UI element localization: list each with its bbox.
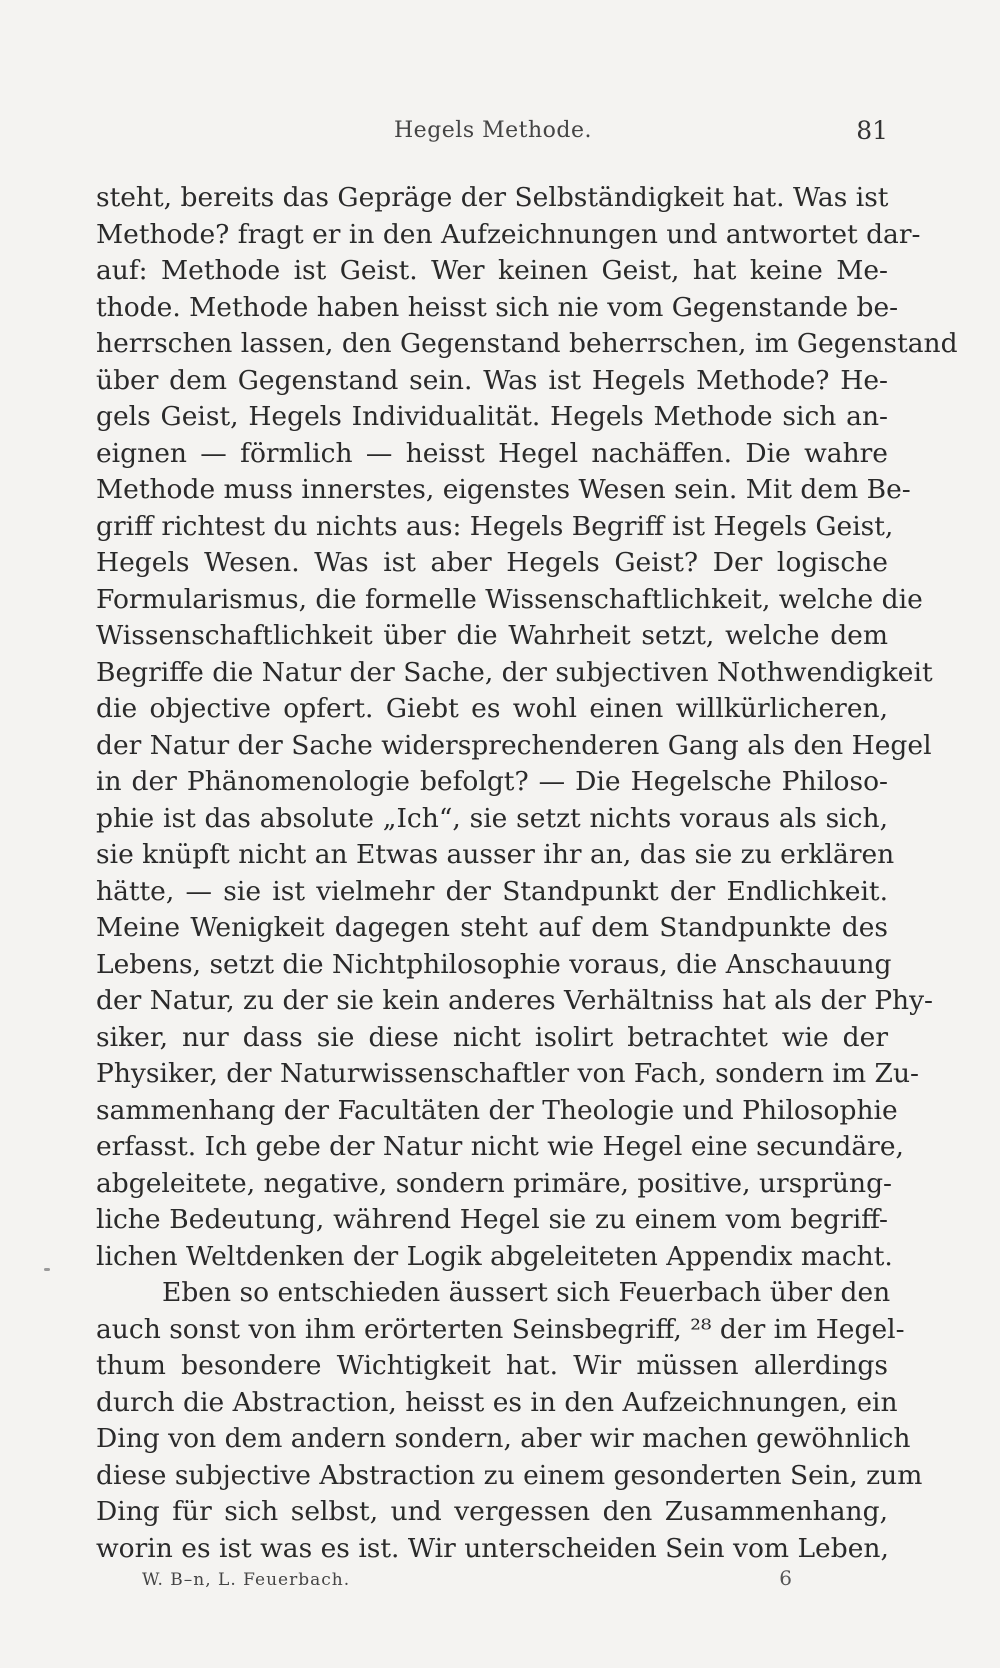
text-line: auf: Methode ist Geist. Wer keinen Geist, hat keine Me- bbox=[96, 255, 888, 286]
text-line: Methode? fragt er in den Aufzeichnungen und antwortet dar- bbox=[96, 218, 921, 250]
text-line: über dem Gegenstand sein. Was ist Hegels Methode? He- bbox=[96, 364, 888, 396]
text-line: erfasst. Ich gebe der Natur nicht wie Hegel eine secundäre, bbox=[96, 1131, 904, 1162]
text-line: phie ist das absolute „Ich“, sie setzt nichts voraus als sich, bbox=[96, 802, 888, 834]
text-line: liche Bedeutung, während Hegel sie zu einem vom begriff- bbox=[96, 1204, 888, 1235]
ink-speck bbox=[44, 1268, 50, 1271]
page-number: 81 bbox=[856, 116, 888, 145]
text-line: steht, bereits das Gepräge der Selbständigkeit hat. Was ist bbox=[96, 182, 889, 213]
text-line: Meine Wenigkeit dagegen steht auf dem Standpunkte des bbox=[96, 912, 888, 943]
text-line: worin es ist was es ist. Wir unterscheiden Sein vom Leben, bbox=[96, 1532, 889, 1564]
text-line: sie knüpft nicht an Etwas ausser ihr an, das sie zu erklären bbox=[96, 839, 895, 870]
text-line: der Natur der Sache widersprechenderen Gang als den Hegel bbox=[96, 729, 932, 761]
text-line: durch die Abstraction, heisst es in den Aufzeichnungen, ein bbox=[96, 1386, 898, 1418]
text-line: griff richtest du nichts aus: Hegels Begriff ist Hegels Geist, bbox=[96, 510, 894, 542]
text-line: eignen — förmlich — heisst Hegel nachäffen. Die wahre bbox=[96, 437, 888, 469]
signature-number: 6 bbox=[779, 1566, 792, 1590]
text-line: in der Phänomenologie befolgt? — Die Hegelsche Philoso- bbox=[96, 766, 888, 797]
text-line: thum besondere Wichtigkeit hat. Wir müssen allerdings bbox=[96, 1350, 888, 1381]
text-line: gels Geist, Hegels Individualität. Hegels Methode sich an- bbox=[96, 401, 888, 432]
text-line: Ding von dem andern sondern, aber wir machen gewöhnlich bbox=[96, 1423, 911, 1454]
text-line: die objective opfert. Giebt es wohl einen willkürlicheren, bbox=[96, 693, 888, 724]
text-line: thode. Methode haben heisst sich nie vom Gegenstande be- bbox=[96, 291, 899, 323]
text-line: Wissenschaftlichkeit über die Wahrheit setzt, welche dem bbox=[96, 620, 888, 651]
text-line: Physiker, der Naturwissenschaftler von Fach, sondern im Zu- bbox=[96, 1058, 919, 1089]
text-line: Lebens, setzt die Nichtphilosophie voraus, die Anschauung bbox=[96, 948, 892, 980]
text-line: Methode muss innerstes, eigenstes Wesen sein. Mit dem Be- bbox=[96, 474, 911, 505]
text-line: sammenhang der Facultäten der Theologie und Philosophie bbox=[96, 1094, 898, 1126]
signature-footer bbox=[142, 1566, 792, 1598]
text-line: hätte, — sie ist vielmehr der Standpunkt der Endlichkeit. bbox=[96, 875, 888, 907]
text-line: abgeleitete, negative, sondern primäre, positive, ursprüng- bbox=[96, 1167, 892, 1199]
text-line: Begriffe die Natur der Sache, der subjectiven Nothwendigkeit bbox=[96, 656, 933, 688]
signature-mark: W. B–n, L. Feuerbach. bbox=[142, 1570, 351, 1590]
text-line: der Natur, zu der sie kein anderes Verhältniss hat als der Phy- bbox=[96, 985, 934, 1016]
text-line: siker, nur dass sie diese nicht isolirt betrachtet wie der bbox=[96, 1021, 888, 1053]
paragraph-end-line: lichen Weltdenken der Logik abgeleiteten Appendix macht. bbox=[96, 1240, 893, 1272]
text-line: auch sonst von ihm erörterten Seinsbegriff, ²⁸ der im Hegel- bbox=[96, 1313, 905, 1345]
paragraph-start-line: Eben so entschieden äussert sich Feuerbach über den bbox=[162, 1277, 891, 1308]
text-line: Ding für sich selbst, und vergessen den Zusammenhang, bbox=[96, 1496, 888, 1527]
text-line: Formularismus, die formelle Wissenschaftlichkeit, welche die bbox=[96, 583, 923, 615]
text-line: Hegels Wesen. Was ist aber Hegels Geist? Der logische bbox=[96, 547, 888, 578]
body-text bbox=[96, 180, 958, 1567]
text-line: herrschen lassen, den Gegenstand beherrschen, im Gegenstand bbox=[96, 328, 958, 359]
running-head bbox=[98, 118, 888, 152]
text-line: diese subjective Abstraction zu einem gesonderten Sein, zum bbox=[96, 1459, 923, 1491]
running-title: Hegels Methode. bbox=[393, 118, 593, 143]
